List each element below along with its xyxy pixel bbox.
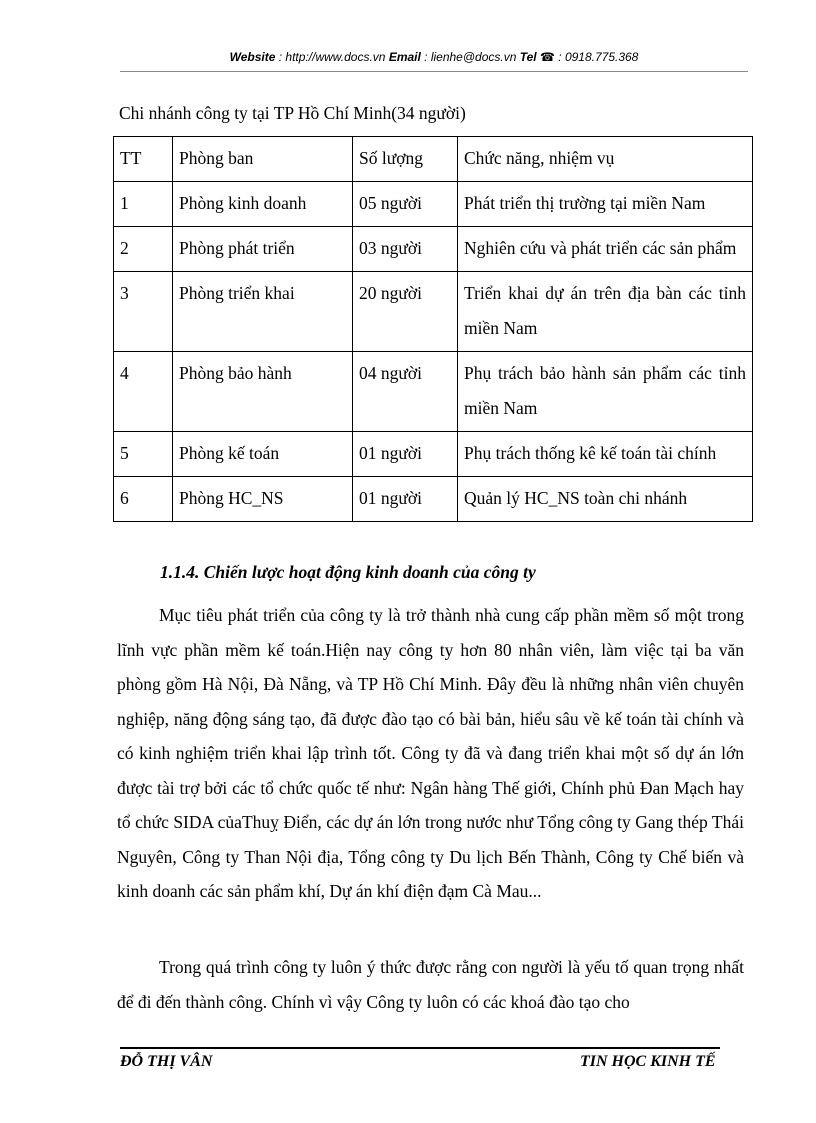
table-row (114, 272, 753, 352)
table-row (114, 477, 753, 522)
table-cell: Phòng HC_NS (173, 477, 353, 522)
table-cell: 20 người (353, 272, 458, 352)
footer-department: TIN HỌC KINH TẾ (580, 1053, 716, 1070)
table-cell: 6 (114, 477, 173, 522)
table-cell: 5 (114, 432, 173, 477)
header-cell: Phòng ban (173, 137, 353, 182)
table-cell: Quản lý HC_NS toàn chi nhánh (458, 477, 753, 522)
footer-divider (120, 1047, 720, 1049)
body-paragraph: Mục tiêu phát triển của công ty là trở thành nhà cung cấp phần mềm số một trong lĩnh vực phần mềm kế toán.Hiện nay công ty hơn 80 nhân viên, làm việc tại ba văn phòng gồm Hà Nội, Đà Nẵng, và TP Hồ Chí Minh. Đây đều là những nhân viên chuyên nghiệp, năng động sáng tạo, đã được đào tạo có bài bản, hiểu sâu về kế toán tài chính và có kinh nghiệm triển khai lập trình tốt. Công ty đã và đang triển khai một số dự án lớn được tài trợ bởi các tổ chức quốc tế như: Ngân hàng Thế giới, Chính phủ Đan Mạch hay tổ chức SIDA củaThuỵ Điển, các dự án lớn trong nước như Tổng công ty Gang thép Thái Nguyên, Công ty Than Nội địa, Tổng công ty Du lịch Bến Thành, Công ty Chế biến và kinh doanh các sản phẩm khí, Dự án khí điện đạm Cà Mau... (117, 605, 744, 901)
table-row (114, 352, 753, 432)
table-cell: Triển khai dự án trên địa bàn các tỉnh miền Nam (458, 272, 753, 352)
header-cell: Số lượng (353, 137, 458, 182)
table-cell: Phòng kinh doanh (173, 182, 353, 227)
table-cell: 3 (114, 272, 173, 352)
email-label: Email (388, 50, 421, 64)
footer-author: ĐỖ THỊ VÂN (120, 1053, 213, 1070)
header-cell: Chức năng, nhiệm vụ (458, 137, 753, 182)
table-header-row (114, 137, 753, 182)
table-cell: Phòng phát triển (173, 227, 353, 272)
table-caption: Chi nhánh công ty tại TP Hồ Chí Minh(34 người) (119, 103, 466, 123)
table-cell: Phòng bảo hành (173, 352, 353, 432)
table-cell: 4 (114, 352, 173, 432)
header-divider (120, 71, 748, 72)
table-row (114, 182, 753, 227)
table-cell: Nghiên cứu và phát triển các sản phẩm (458, 227, 753, 272)
table-cell: 03 người (353, 227, 458, 272)
table-cell: Phòng triển khai (173, 272, 353, 352)
tel-label: Tel (519, 50, 537, 64)
email-value: : lienhe@docs.vn (420, 50, 520, 64)
section-heading: 1.1.4. Chiến lược hoạt động kinh doanh của công ty (160, 562, 536, 582)
table-cell: 04 người (353, 352, 458, 432)
table-cell: 01 người (353, 477, 458, 522)
table-cell: Phát triển thị trường tại miền Nam (458, 182, 753, 227)
tel-value: : 0918.775.368 (554, 50, 639, 64)
table-cell: 05 người (353, 182, 458, 227)
table-row (114, 432, 753, 477)
table-cell: Phụ trách thống kê kế toán tài chính (458, 432, 753, 477)
website-label: Website (229, 50, 276, 64)
table-cell: 2 (114, 227, 173, 272)
table-row (114, 227, 753, 272)
page-header (120, 50, 748, 64)
table-cell: 01 người (353, 432, 458, 477)
department-table (113, 136, 753, 522)
table-cell: 1 (114, 182, 173, 227)
phone-icon: ☎ (539, 50, 555, 64)
table-cell: Phụ trách bảo hành sản phẩm các tỉnh miền Nam (458, 352, 753, 432)
table-cell: Phòng kế toán (173, 432, 353, 477)
website-value: : http://www.docs.vn (275, 50, 389, 64)
body-paragraph: Trong quá trình công ty luôn ý thức được rằng con người là yếu tố quan trọng nhất để đi đến thành công. Chính vì vậy Công ty luôn có các khoá đào tạo cho (117, 957, 744, 1012)
header-cell: TT (114, 137, 173, 182)
